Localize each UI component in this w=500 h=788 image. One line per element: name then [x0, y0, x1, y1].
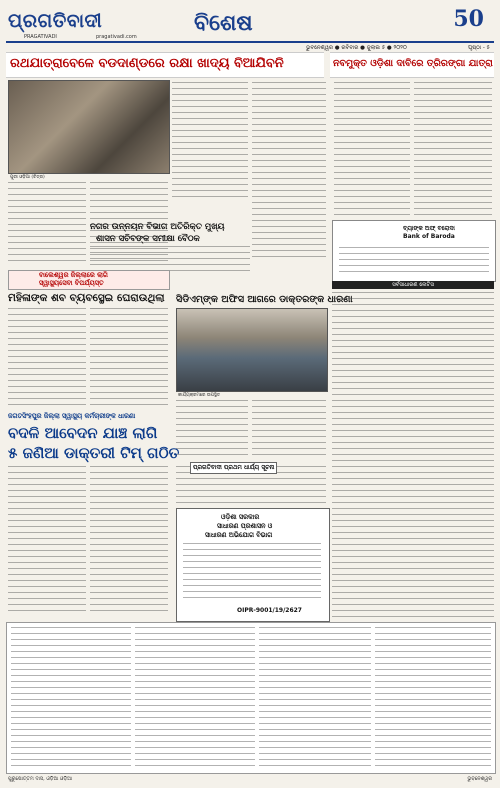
- date-text: ଭୁବନେଶ୍ୱର ● ରବିବାର ● ଜୁଲାଇ ୫ ● ୨୦୨୦: [306, 45, 407, 51]
- headline-dharana[interactable]: ସିଡିଏମ୍‌ଙ୍କ ଅଫିସ ଆଗରେ ଡାକ୍ତରଙ୍କ ଧାରଣା: [176, 294, 353, 305]
- logo[interactable]: ପ୍ରଗତିବାଦୀ: [8, 10, 103, 32]
- footer-left: ପୁରୁଷୋତ୍ତମ ଦାସ, ଓଡ଼ିଆ ଓଡ଼ିଆ: [8, 776, 72, 782]
- bank-name-od: ବ୍ୟାଙ୍କ ଅଫ୍ ବରୋଦା: [403, 225, 455, 232]
- headline-doctors-2[interactable]: ୫ ଜଣିଆ ଡାକ୍ତରୀ ଟିମ୍ ଗଠିତ: [8, 444, 180, 462]
- article-text-col1: [8, 182, 86, 262]
- article-text-col4: [252, 82, 326, 262]
- headline-women[interactable]: ମହିଳାଙ୍କ ଶବ ବ୍ୟବସ୍ଥେଇ ଘେରାଉଥିଲା: [8, 292, 165, 304]
- page-number: ପୃଷ୍ଠା - ୫: [467, 45, 490, 51]
- headline-doctors[interactable]: ବଦଳି ଆବେଦନ ଯାଞ୍ଚ ଲାଗି: [8, 424, 158, 442]
- tender-tables: [6, 622, 496, 774]
- public-notice-bar: ସର୍ବସାଧାରଣ ନୋଟିସ: [332, 281, 494, 289]
- article-text-doctors-col2: [90, 466, 168, 616]
- article-text-col6: [414, 82, 492, 216]
- article-text-doctors-col1: [8, 466, 86, 616]
- article-text-women-col2: [90, 308, 168, 408]
- photo-caption: ପୁରୀ ଓଡ଼ିଆ (ଚିତ୍ର): [10, 175, 45, 180]
- govt-text: [183, 543, 321, 603]
- logo-url[interactable]: pragativadi.com: [96, 34, 137, 40]
- anniversary-badge: [454, 6, 488, 36]
- bank-text: [339, 247, 489, 277]
- headline-band-right: [330, 52, 494, 78]
- headline-band-left: [6, 52, 324, 78]
- article-text-col3: [172, 82, 248, 197]
- headline-meeting[interactable]: ନଗର ଉନ୍ନୟନ ବିଭାଗ ଅତିରିକ୍ତ ମୁଖ୍ୟ: [90, 222, 225, 232]
- women-kicker-box: [8, 270, 170, 290]
- bank-notice: [332, 220, 496, 282]
- bank-name: Bank of Baroda: [403, 233, 455, 240]
- article-text-dharana-col2: [252, 400, 326, 460]
- women-kicker: ବାଲେଶ୍ୱର ଜିଲ୍ଲାରେ ଲାଗି: [39, 271, 108, 279]
- footer-right: ଭୁବନେଶ୍ୱର: [467, 776, 492, 782]
- govt-oipr: OIPR-9001/19/2627: [237, 607, 302, 614]
- headline-meeting-2[interactable]: ଶାସନ ସଚିବଙ୍କ ସମୀକ୍ଷା ବୈଠକ: [96, 234, 200, 244]
- govt-title-3: ସାଧାରଣ ଅଭିଯୋଗ ବିଭାଗ: [205, 531, 273, 539]
- section-title: ବିଶେଷ: [194, 10, 253, 36]
- doctors-kicker: ଜଗତସିଂହପୁର ଜିଲ୍ଲା ସ୍ୱାସ୍ଥ୍ୟ କର୍ମଚାରୀଙ୍କ ଧାରଣା: [8, 412, 136, 420]
- footer: [6, 776, 494, 786]
- dharana-caption: କାର୍ଯ୍ୟକ୍ରମରେ ଉପସ୍ଥିତ: [178, 393, 221, 398]
- anniversary-number: 50: [453, 6, 484, 32]
- logo-subtitle: PRAGATIVADI: [24, 34, 57, 40]
- headline-rathayatra[interactable]: ରଥଯାତ୍ରାବେଳେ ବଡଦାଣ୍ଡରେ ରକ୍ଷା ଖାଦ୍ୟ ବିଆଯିବନି: [10, 56, 284, 71]
- tender-table-3: [259, 627, 371, 767]
- masthead: [6, 6, 494, 40]
- govt-title-2: ସାଧାରଣ ପ୍ରଶାସନ ଓ: [217, 522, 273, 530]
- govt-title-1: ଓଡ଼ିଶା ସରକାର: [221, 513, 260, 521]
- article-text-dharana-col1: [176, 400, 248, 460]
- article-text-col5: [334, 82, 410, 216]
- headline-tiranga[interactable]: ନବମୁକ୍ତ ଓଡ଼ିଶା ଦାବିରେ ତ୍ରିରଙ୍ଗା ଯାତ୍ରା: [333, 58, 493, 69]
- tender-table-4: [375, 627, 491, 767]
- article-text-women-col1: [8, 308, 86, 408]
- govt-advertisement: [176, 508, 330, 622]
- women-kicker-2: ସ୍ୱାସ୍ଥ୍ୟସେବା ବିପର୍ଯ୍ୟସ୍ତ: [39, 279, 104, 287]
- dharana-photo: [176, 308, 328, 392]
- tender-table-1: [11, 627, 131, 767]
- public-notice-text: [332, 292, 494, 618]
- tender-table-2: [135, 627, 255, 767]
- meeting-photo: [8, 80, 170, 174]
- tender-headline[interactable]: ପ୍ରଗତିବାଦୀ ପ୍ରଥମ ଧାର୍ଯ୍ୟ ସୂଚନା: [190, 462, 277, 474]
